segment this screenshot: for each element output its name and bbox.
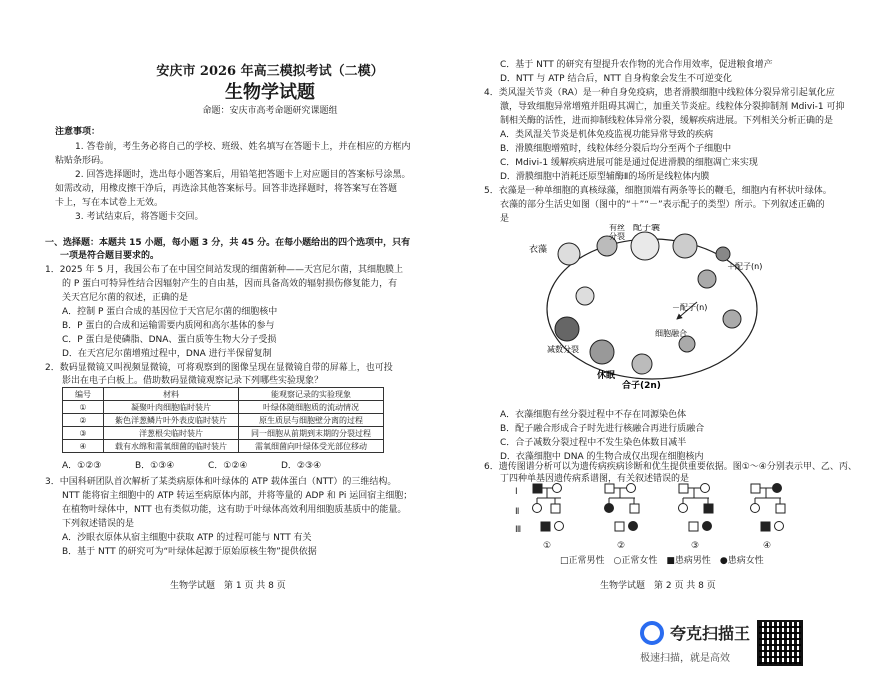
- q2-option: D．②③④: [281, 461, 322, 471]
- brand-name: 夸克扫描王: [670, 624, 751, 643]
- gen-label-2: Ⅱ: [515, 507, 520, 517]
- label-mitosis-2: 分裂: [609, 232, 625, 241]
- author-line: 命题：安庆市高考命题研究课题组: [202, 106, 338, 116]
- dormant-zygote: [590, 340, 614, 364]
- q4-option: C．Mdivi-1 缓解疾病进展可能是通过促进滑膜的细胞凋亡来实现: [500, 158, 758, 168]
- table-header: 材料: [104, 388, 239, 401]
- chlamydomonas-cell: [558, 243, 580, 265]
- q5-option: B．配子融合形成合子时先进行核融合再进行质融合: [500, 424, 705, 434]
- q3-stem: 在植物叶绿体中，NTT 也有类似功能，这有助于叶绿体高效利用细胞质基质中的能量。: [62, 505, 407, 515]
- table-row: [63, 427, 384, 440]
- label-plus-gamete: ＋配子(n): [727, 262, 763, 271]
- q2-stem: 影出在电子白板上。借助数码显微镜观察记录下列哪些实验现象？: [62, 376, 324, 386]
- label-mitosis: 有丝: [609, 224, 625, 232]
- q3-option: B．基于 NTT 的研究可为“叶绿体起源于原始原核生物”提供依据: [62, 547, 317, 557]
- q1-option: D．在天宫尼尔菌增殖过程中，DNA 进行半保留复制: [62, 349, 272, 359]
- q3-stem: 下列叙述错误的是: [62, 519, 135, 529]
- section-heading: 一、选择题：本题共 15 小题，每小题 3 分，共 45 分。在每小题给出的四个选项中，只有: [45, 238, 411, 248]
- q2-option: C．①②④: [208, 461, 248, 471]
- q3-stem: 3．中国科研团队首次解析了某类病原体和叶绿体的 ATP 载体蛋白（NTT）的三维结构。: [45, 477, 397, 487]
- table-cell: ④: [63, 440, 104, 453]
- label-gametangium: 配子囊: [633, 224, 661, 233]
- q6-stem: 6．遗传图谱分析可以为遗传病疾病诊断和优生提供重要依据。图①～④分别表示甲、乙、丙、: [484, 462, 857, 472]
- notes-line: 3. 考试结束后，将答题卡交回。: [75, 212, 204, 222]
- pedigree-4: [751, 484, 786, 532]
- cell-left-mid: [576, 287, 594, 305]
- notes-line: 1. 答卷前，考生务必将自己的学校、班级、姓名填写在答题卡上，并在相应的方框内: [75, 142, 411, 152]
- q4-option: A．类风湿关节炎是机体免疫监视功能异常导致的疾病: [500, 130, 714, 140]
- pedigree-3: [679, 484, 714, 532]
- gamete-plus: [716, 247, 730, 261]
- subject-title: 生物学试题: [225, 82, 315, 103]
- notes-line: 卡上，写在本试卷上无效。: [55, 198, 164, 208]
- gamete-minus: [723, 310, 741, 328]
- table-cell: 同一细胞从前期到末期的分裂过程: [239, 427, 384, 440]
- quark-logo-icon: [640, 621, 664, 645]
- q1-option: A．控制 P 蛋白合成的基因位于天宫尼尔菌的细胞核中: [62, 307, 278, 317]
- table-cell: 叶绿体随细胞质的流动情况: [239, 401, 384, 414]
- q1-option: C．P 蛋白是使磷脂、DNA、蛋白质等生物大分子受损: [62, 335, 277, 345]
- dividing-cell: [673, 234, 697, 258]
- table-cell: ②: [63, 414, 104, 427]
- q2-option: A．①②③: [62, 461, 102, 471]
- gen-label-3: Ⅲ: [515, 525, 522, 535]
- table-cell: 原生质层与细胞壁分离的过程: [239, 414, 384, 427]
- q2-option: B．①③④: [135, 461, 175, 471]
- gametangium: [631, 232, 659, 260]
- label-minus-gamete: －配子(n): [672, 303, 708, 312]
- chlamydomonas-life-cycle-diagram: [527, 224, 777, 394]
- q1-option: B．P 蛋白的合成和运输需要内质网和高尔基体的参与: [62, 321, 275, 331]
- q3-option: A．沙眼衣原体从宿主细胞中获取 ATP 的过程可能与 NTT 有关: [62, 533, 312, 543]
- table-cell: 载有水绵和需氧细菌的临时装片: [104, 440, 239, 453]
- table-cell: 凝聚叶肉细胞临时装片: [104, 401, 239, 414]
- q4-option: D．滑膜细胞中消耗还原型辅酶Ⅱ的场所是线粒体内膜: [500, 172, 710, 182]
- gen-label-1: Ⅰ: [515, 487, 518, 497]
- pedigree-charts: [513, 476, 813, 556]
- table-row: [63, 440, 384, 453]
- notes-line: 2. 回答选择题时，选出每小题答案后，用铅笔把答题卡上对应题目的答案标号涂黑。: [75, 170, 411, 180]
- q1-stem: 的 P 蛋白可特异性结合因辐射产生的自由基，因而具备高效的辐射损伤修复能力，有: [62, 279, 398, 289]
- pedigree-legend: □正常男性 ○正常女性 ■患病男性 ●患病女性: [560, 556, 764, 566]
- exam-title: 安庆市 2026 年高三模拟考试（二模）: [156, 64, 384, 79]
- label-zygote: 合子(2n): [622, 381, 661, 391]
- notes-line: 如需改动，用橡皮擦干净后，再选涂其他答案标号。回答非选择题时，将答案写在答题: [55, 184, 398, 194]
- q5-option: C．合子减数分裂过程中不发生染色体数目减半: [500, 438, 687, 448]
- label-cell-fusion: 细胞融合: [655, 329, 687, 338]
- page-footer-left: 生物学试题 第 1 页 共 8 页: [170, 581, 286, 591]
- table-cell: 需氧细菌向叶绿体受光部位移动: [239, 440, 384, 453]
- q5-stem: 衣藻的部分生活史如图（图中的“＋”“－”表示配子的类型）所示。下列叙述正确的: [500, 200, 825, 210]
- table-header-row: [63, 388, 384, 401]
- notes-line: 粘贴条形码。: [55, 156, 110, 166]
- pedigree-2: [605, 484, 640, 532]
- experiment-table: [62, 387, 384, 453]
- q4-stem: 激，导致细胞异常增殖并阻碍其凋亡，加重关节炎症。线粒体分裂抑制剂 Mdivi-1 可抑: [500, 102, 845, 112]
- brand-slogan: 极速扫描，就是高效: [640, 653, 730, 664]
- ped-number: ②: [617, 541, 626, 551]
- ped-number: ③: [691, 541, 700, 551]
- meiosis-cell: [555, 317, 579, 341]
- q5-stem: 5．衣藻是一种单细胞的真核绿藻，细胞顶端有两条等长的鞭毛，细胞内有杯状叶绿体。: [484, 186, 832, 196]
- table-cell: 洋葱根尖临时装片: [104, 427, 239, 440]
- fusing-cell: [679, 336, 695, 352]
- label-chlamydomonas: 衣藻: [529, 245, 548, 255]
- notes-title: 注意事项：: [55, 127, 101, 137]
- q1-stem: 1．2025 年 5 月，我国公布了在中国空间站发现的细菌新种——天宫尼尔菌，其细胞膜上: [45, 265, 403, 275]
- page-footer-right: 生物学试题 第 2 页 共 8 页: [600, 581, 716, 591]
- table-cell: ①: [63, 401, 104, 414]
- q5-option: A．衣藻细胞有丝分裂过程中不存在同源染色体: [500, 410, 687, 420]
- section-heading: 一项是符合题目要求的。: [60, 251, 160, 261]
- table-cell: ③: [63, 427, 104, 440]
- table-header: 编号: [63, 388, 104, 401]
- label-dormancy: 休眠: [597, 371, 616, 381]
- q1-stem: 关天宫尼尔菌的叙述，正确的是: [62, 293, 189, 303]
- q2-stem: 2．数码显微镜又叫视频显微镜，可将观察到的图像呈现在显微镜自带的屏幕上，也可投: [45, 363, 393, 373]
- label-meiosis: 减数分裂: [547, 345, 579, 354]
- q5-option: D．衣藻细胞中 DNA 的生物合成仅出现在细胞核内: [500, 452, 704, 462]
- table-row: [63, 414, 384, 427]
- q3-stem: NTT 能将宿主细胞中的 ATP 转运至病原体内部，并将等量的 ADP 和 Pi 运回宿主细胞；: [62, 491, 413, 501]
- q4-stem: 4．类风湿关节炎（RA）是一种自身免疫病，患者滑膜细胞中线粒体分裂异常引起氧化应: [484, 88, 835, 98]
- q6-stem: 丁四种单基因遗传病系谱图，有关叙述错误的是: [500, 474, 690, 484]
- q5-stem: 是: [500, 214, 510, 224]
- table-row: [63, 401, 384, 414]
- zygote: [632, 354, 652, 374]
- table-cell: 紫色洋葱鳞片叶外表皮临时装片: [104, 414, 239, 427]
- pedigree-1: [533, 484, 564, 532]
- q4-option: B．滑膜细胞增殖时，线粒体经分裂后均分至两个子细胞中: [500, 144, 732, 154]
- ped-number: ④: [763, 541, 772, 551]
- q3-option: C．基于 NTT 的研究有望提升农作物的光合作用效率，促进粮食增产: [500, 60, 773, 70]
- table-header: 能观察记录的实验现象: [239, 388, 384, 401]
- q3-option: D．NTT 与 ATP 结合后，NTT 自身构象会发生不可逆变化: [500, 74, 732, 84]
- q4-stem: 制相关酶的活性，进而抑制线粒体异常分裂，缓解疾病进展。下列相关分析正确的是: [500, 116, 834, 126]
- qr-code-icon: [757, 620, 803, 666]
- ped-number: ①: [543, 541, 552, 551]
- gamete-cell: [698, 270, 716, 288]
